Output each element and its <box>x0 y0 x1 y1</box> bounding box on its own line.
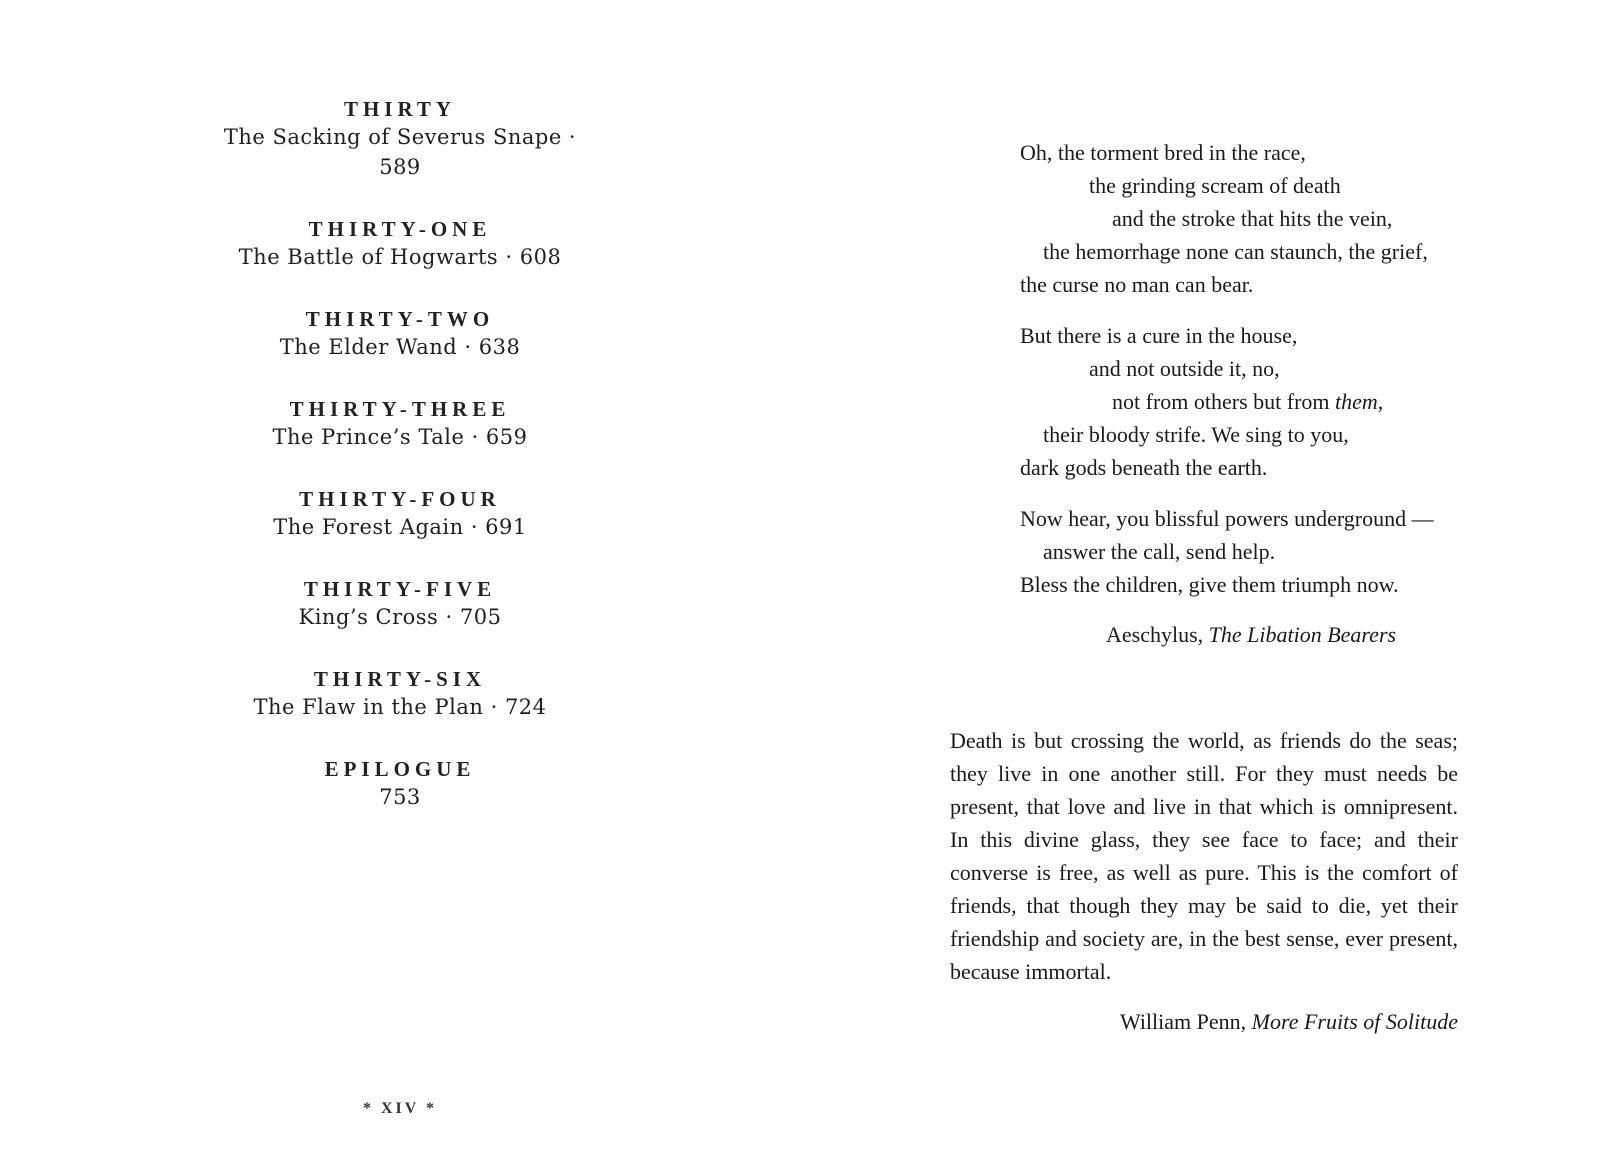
page-number: 753 <box>379 785 421 809</box>
verse-line: the grinding scream of death <box>1089 173 1341 198</box>
verse-line: answer the call, send help. <box>1043 539 1276 564</box>
chapter-title: The Battle of Hogwarts · 608 <box>238 245 562 269</box>
table-of-contents <box>200 96 600 846</box>
chapter-title: King’s Cross · 705 <box>298 605 502 629</box>
chapter-title: The Forest Again · 691 <box>273 515 527 539</box>
verse-line: the curse no man can bear. <box>1020 272 1254 297</box>
chapter-title: The Prince’s Tale · 659 <box>272 425 528 449</box>
verse-line: But there is a cure in the house, <box>1020 323 1298 348</box>
toc-entry <box>200 666 600 722</box>
verse-line: Now hear, you blissful powers underground — <box>1020 506 1434 531</box>
toc-entry <box>200 96 600 182</box>
toc-entry <box>200 216 600 272</box>
epigraph-poem <box>1020 136 1480 651</box>
chapter-number: THIRTY <box>343 97 457 121</box>
chapter-title: The Flaw in the Plan · 724 <box>253 695 547 719</box>
prose-paragraph: Death is but crossing the world, as friends do the seas; they live in one another still. For they must needs be present, that love and live in that which is omnipresent. In this divine glass, they see face to face; and their converse is free, as well as pure. This is the comfort of friends, that though they may be said to die, yet their friendship and society are, in the best sense, ever present, because immortal. <box>950 728 1458 984</box>
verse-emphasis: them, <box>1335 389 1384 414</box>
toc-entry <box>200 756 600 812</box>
toc-entry <box>200 396 600 452</box>
stanza <box>1020 502 1480 601</box>
author-name: William Penn, <box>1119 1009 1247 1034</box>
toc-entry <box>200 576 600 632</box>
verse-line <box>1020 385 1480 418</box>
chapter-number: THIRTY-TWO <box>305 307 495 331</box>
toc-entry <box>200 486 600 542</box>
chapter-number: THIRTY-FOUR <box>299 487 501 511</box>
verse-line: the hemorrhage none can staunch, the grief, <box>1043 239 1428 264</box>
folio-page-number: * XIV * <box>362 1100 438 1117</box>
verse-text: not from others but from <box>1112 389 1330 414</box>
chapter-number: THIRTY-ONE <box>308 217 492 241</box>
epigraph-prose <box>950 724 1458 1038</box>
epigraph-attribution <box>950 1006 1458 1038</box>
toc-entry <box>200 306 600 362</box>
verse-line: Oh, the torment bred in the race, <box>1020 140 1306 165</box>
chapter-number: EPILOGUE <box>324 757 476 781</box>
chapter-number: THIRTY-FIVE <box>303 577 497 601</box>
chapter-number: THIRTY-THREE <box>289 397 511 421</box>
work-title: More Fruits of Solitude <box>1251 1009 1458 1034</box>
chapter-title: The Sacking of Severus Snape · 589 <box>223 125 577 179</box>
stanza <box>1020 319 1480 484</box>
verse-line: dark gods beneath the earth. <box>1020 455 1268 480</box>
verse-line: and not outside it, no, <box>1089 356 1280 381</box>
verse-line: and the stroke that hits the vein, <box>1112 206 1393 231</box>
epigraph-attribution <box>1020 619 1480 651</box>
work-title: The Libation Bearers <box>1208 622 1397 647</box>
verse-line: their bloody strife. We sing to you, <box>1043 422 1349 447</box>
author-name: Aeschylus, <box>1106 622 1204 647</box>
chapter-title: The Elder Wand · 638 <box>279 335 521 359</box>
chapter-number: THIRTY-SIX <box>313 667 487 691</box>
stanza <box>1020 136 1480 301</box>
verse-line: Bless the children, give them triumph now. <box>1020 572 1399 597</box>
